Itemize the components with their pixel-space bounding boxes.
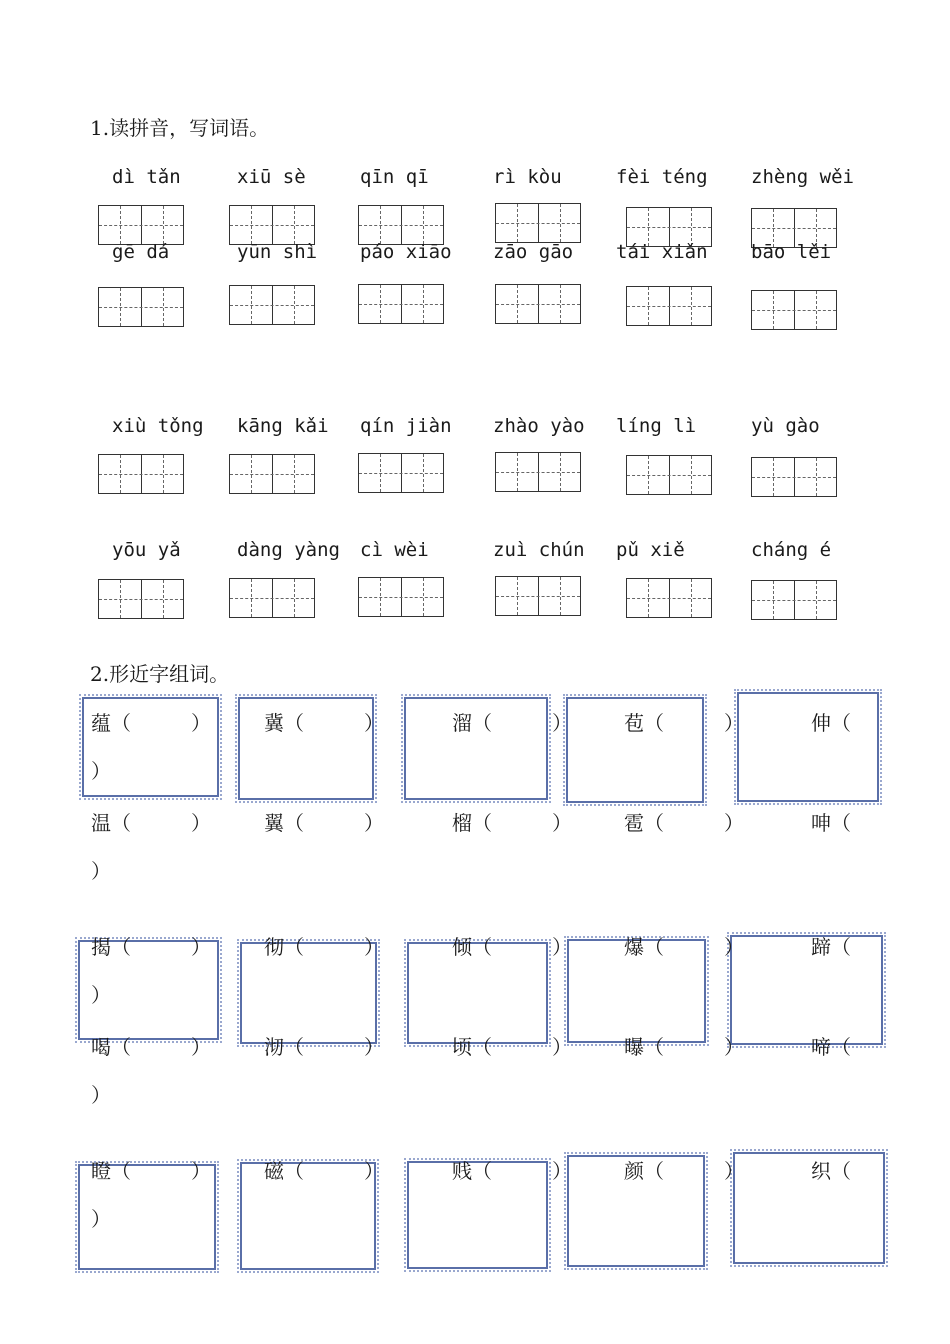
writing-grid-box[interactable]: [495, 203, 581, 243]
grid-guide-line: [359, 225, 443, 226]
grid-guide-line: [560, 577, 561, 615]
writing-grid-box[interactable]: [229, 454, 315, 494]
writing-grid-box[interactable]: [751, 457, 837, 497]
grid-guide-line: [294, 455, 295, 493]
grid-guide-line: [691, 579, 692, 617]
grid-guide-line: [752, 310, 836, 311]
grid-guide-line: [627, 306, 711, 307]
section1-title: 1.读拼音，写词语。: [90, 116, 270, 140]
grid-guide-line: [627, 598, 711, 599]
zuci-item[interactable]: 瞪（ ）: [91, 1159, 211, 1183]
zuci-item[interactable]: 苞（ ）: [624, 711, 744, 735]
grid-guide-line: [517, 577, 518, 615]
grid-guide-line: [496, 596, 580, 597]
writing-grid-box[interactable]: [358, 453, 444, 493]
zuci-item[interactable]: 织（: [811, 1159, 851, 1183]
grid-guide-line: [423, 206, 424, 244]
zuci-item[interactable]: 倾（ ）: [452, 935, 572, 959]
grid-guide-line: [120, 580, 121, 618]
grid-guide-line: [648, 456, 649, 494]
zuci-item[interactable]: 贱（ ）: [452, 1159, 572, 1183]
writing-grid-box[interactable]: [358, 205, 444, 245]
writing-grid-box[interactable]: [229, 285, 315, 325]
grid-guide-line: [517, 204, 518, 242]
writing-grid-box[interactable]: [98, 287, 184, 327]
grid-guide-line: [359, 304, 443, 305]
grid-guide-line: [423, 454, 424, 492]
grid-guide-line: [560, 285, 561, 323]
wrapped-close-paren: ）: [91, 1207, 111, 1231]
grid-guide-line: [380, 578, 381, 616]
grid-guide-line: [691, 456, 692, 494]
writing-grid-box[interactable]: [495, 452, 581, 492]
zuci-item[interactable]: 颜（ ）: [624, 1159, 744, 1183]
grid-guide-line: [752, 228, 836, 229]
grid-guide-line: [752, 477, 836, 478]
grid-guide-line: [773, 581, 774, 619]
grid-guide-line: [163, 288, 164, 326]
grid-guide-line: [294, 206, 295, 244]
pinyin-label: cháng é: [751, 539, 832, 561]
grid-guide-line: [294, 579, 295, 617]
grid-guide-line: [251, 206, 252, 244]
grid-guide-line: [251, 286, 252, 324]
writing-grid-box[interactable]: [358, 284, 444, 324]
pinyin-label: pǔ xiě: [616, 539, 685, 561]
grid-guide-line: [251, 455, 252, 493]
zuci-item[interactable]: 蕴（ ）: [91, 711, 211, 735]
pinyin-label: zhào yào: [493, 415, 585, 437]
pinyin-label: bāo lěi: [751, 241, 832, 263]
grid-guide-line: [163, 580, 164, 618]
pinyin-label: líng lì: [616, 415, 697, 437]
grid-guide-line: [773, 458, 774, 496]
grid-guide-line: [380, 454, 381, 492]
grid-guide-line: [230, 474, 314, 475]
writing-grid-box[interactable]: [751, 290, 837, 330]
pinyin-label: yōu yǎ: [112, 539, 181, 561]
pinyin-label: zāo gāo: [493, 241, 574, 263]
zuci-item[interactable]: 冀（ ）: [264, 711, 384, 735]
grid-guide-line: [627, 227, 711, 228]
grid-guide-line: [816, 458, 817, 496]
grid-guide-line: [752, 600, 836, 601]
writing-grid-box[interactable]: [98, 205, 184, 245]
grid-guide-line: [120, 288, 121, 326]
zuci-item[interactable]: 顷（ ）: [452, 1035, 572, 1059]
pinyin-label: xiù tǒng: [112, 415, 204, 437]
pinyin-label: zhèng wěi: [751, 166, 854, 188]
pinyin-label: qīn qī: [360, 166, 429, 188]
pinyin-label: zuì chún: [493, 539, 585, 561]
pinyin-label: páo xiāo: [360, 241, 452, 263]
pinyin-label: rì kòu: [493, 166, 562, 188]
writing-grid-box[interactable]: [626, 286, 712, 326]
pinyin-label: cì wèi: [360, 539, 429, 561]
grid-guide-line: [251, 579, 252, 617]
zuci-item[interactable]: 蹄（: [811, 935, 851, 959]
pinyin-label: gē dá: [112, 241, 170, 263]
grid-guide-line: [496, 223, 580, 224]
zuci-item[interactable]: 喝（ ）: [91, 1035, 211, 1059]
grid-guide-line: [423, 285, 424, 323]
writing-grid-box[interactable]: [495, 284, 581, 324]
grid-guide-line: [627, 475, 711, 476]
grid-guide-line: [294, 286, 295, 324]
zuci-item[interactable]: 爆（ ）: [624, 935, 744, 959]
zuci-item[interactable]: 翼（ ）: [264, 811, 384, 835]
wrapped-close-paren: ）: [91, 759, 111, 783]
grid-guide-line: [380, 285, 381, 323]
pinyin-label: yūn shì: [237, 241, 318, 263]
grid-guide-line: [230, 598, 314, 599]
zuci-item[interactable]: 彻（ ）: [264, 935, 384, 959]
wrapped-close-paren: ）: [91, 983, 111, 1007]
writing-grid-box[interactable]: [751, 580, 837, 620]
writing-grid-box[interactable]: [626, 455, 712, 495]
grid-guide-line: [517, 285, 518, 323]
stamp-frame: [730, 935, 883, 1045]
zuci-item[interactable]: 溜（ ）: [452, 711, 572, 735]
grid-guide-line: [560, 453, 561, 491]
stamp-frame: [737, 692, 879, 802]
grid-guide-line: [496, 472, 580, 473]
writing-grid-box[interactable]: [229, 205, 315, 245]
pinyin-label: tái xiǎn: [616, 241, 708, 263]
zuci-item[interactable]: 雹（ ）: [624, 811, 744, 835]
grid-guide-line: [380, 206, 381, 244]
grid-guide-line: [359, 597, 443, 598]
grid-guide-line: [99, 225, 183, 226]
grid-guide-line: [517, 453, 518, 491]
pinyin-label: fèi téng: [616, 166, 708, 188]
grid-guide-line: [163, 455, 164, 493]
pinyin-label: dì tǎn: [112, 166, 181, 188]
stamp-frame: [733, 1152, 885, 1264]
grid-guide-line: [230, 305, 314, 306]
grid-guide-line: [648, 579, 649, 617]
grid-guide-line: [230, 225, 314, 226]
zuci-item[interactable]: 呻（: [811, 811, 851, 835]
writing-grid-box[interactable]: [495, 576, 581, 616]
grid-guide-line: [691, 287, 692, 325]
zuci-item[interactable]: 沏（ ）: [264, 1035, 384, 1059]
grid-guide-line: [816, 581, 817, 619]
writing-grid-box[interactable]: [358, 577, 444, 617]
pinyin-label: qín jiàn: [360, 415, 452, 437]
pinyin-label: yù gào: [751, 415, 820, 437]
pinyin-label: xiū sè: [237, 166, 306, 188]
grid-guide-line: [163, 206, 164, 244]
zuci-item[interactable]: 揭（ ）: [91, 935, 211, 959]
writing-grid-box[interactable]: [626, 578, 712, 618]
pinyin-label: kāng kǎi: [237, 415, 329, 437]
writing-grid-box[interactable]: [98, 454, 184, 494]
zuci-item[interactable]: 啼（: [811, 1035, 851, 1059]
writing-grid-box[interactable]: [98, 579, 184, 619]
zuci-item[interactable]: 伸（: [811, 711, 851, 735]
wrapped-close-paren: ）: [91, 859, 111, 883]
grid-guide-line: [560, 204, 561, 242]
pinyin-label: dàng yàng: [237, 539, 340, 561]
grid-guide-line: [773, 291, 774, 329]
zuci-item[interactable]: 磁（ ）: [264, 1159, 384, 1183]
section2-title: 2.形近字组词。: [90, 662, 230, 686]
grid-guide-line: [99, 474, 183, 475]
wrapped-close-paren: ）: [91, 1083, 111, 1107]
zuci-item[interactable]: 榴（ ）: [452, 811, 572, 835]
writing-grid-box[interactable]: [229, 578, 315, 618]
grid-guide-line: [423, 578, 424, 616]
zuci-item[interactable]: 温（ ）: [91, 811, 211, 835]
grid-guide-line: [648, 287, 649, 325]
grid-guide-line: [496, 304, 580, 305]
zuci-item[interactable]: 曝（ ）: [624, 1035, 744, 1059]
grid-guide-line: [99, 599, 183, 600]
grid-guide-line: [99, 307, 183, 308]
grid-guide-line: [816, 291, 817, 329]
grid-guide-line: [120, 455, 121, 493]
grid-guide-line: [359, 473, 443, 474]
grid-guide-line: [120, 206, 121, 244]
